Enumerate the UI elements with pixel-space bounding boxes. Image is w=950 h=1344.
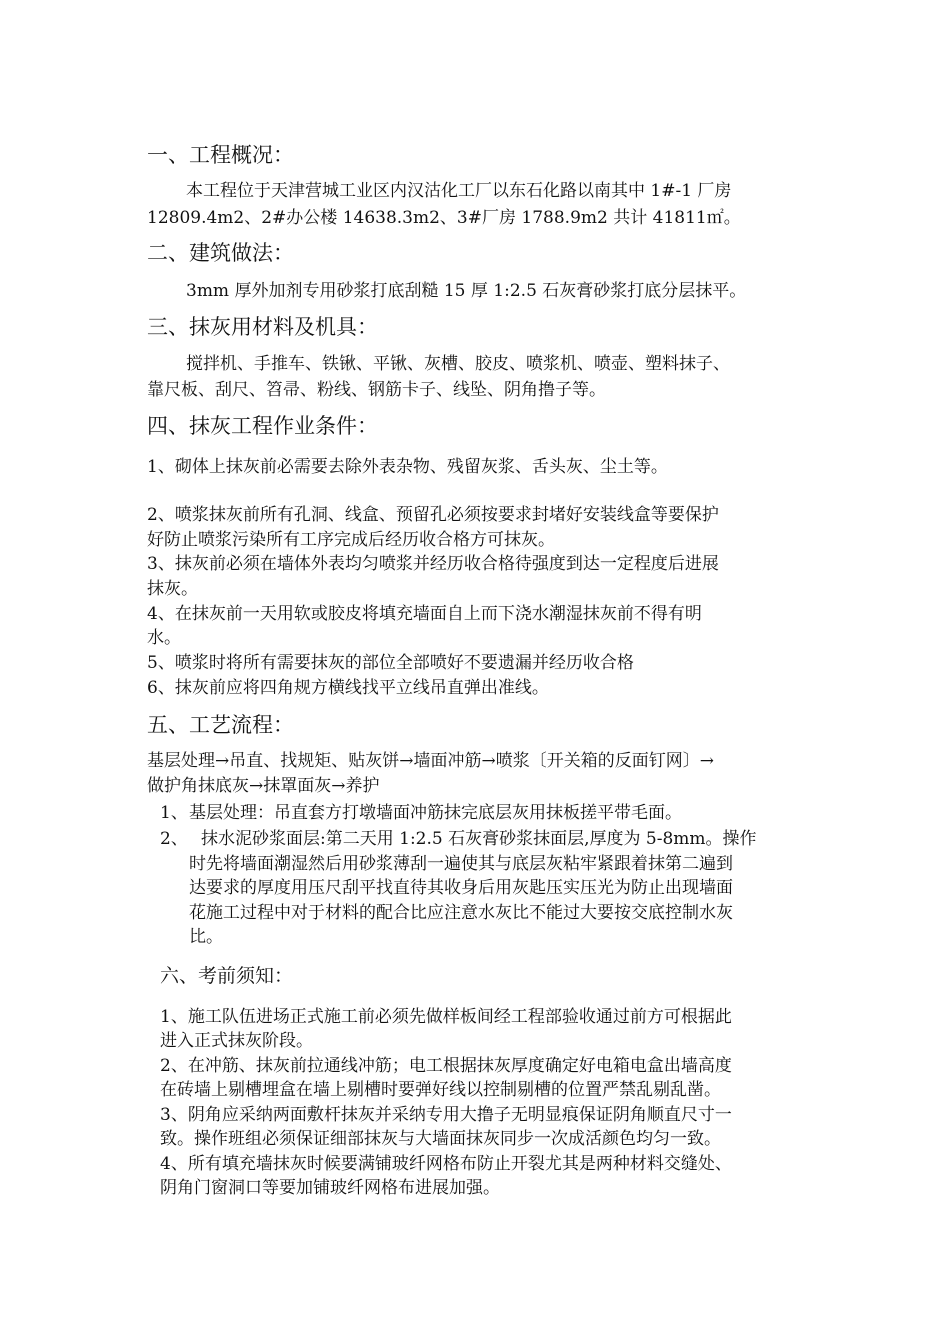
section4-line: 抹灰。 <box>147 579 198 599</box>
section1-line2: 12809.4m2、2#办公楼 14638.3m2、3#厂房 1788.9m2 共计 41811㎡。 <box>147 208 741 228</box>
section4-line: 3、抹灰前必须在墙体外表均匀喷浆并经历收合格待强度到达一定程度后进展 <box>147 554 719 574</box>
step2-line: 时先将墙面潮湿然后用砂浆薄刮一遍使其与底层灰粘牢紧跟着抹第二遍到 <box>189 854 733 874</box>
section6-line: 致。操作班组必须保证细部抹灰与大墙面抹灰同步一次成活颜色均匀一致。 <box>160 1129 721 1149</box>
section6-line: 2、在冲筋、抹灰前拉通线冲筋；电工根据抹灰厚度确定好电箱电盒出墙高度 <box>160 1056 732 1076</box>
section4-line: 好防止喷浆污染所有工序完成后经历收合格方可抹灰。 <box>147 530 555 550</box>
section6-line: 3、阴角应采纳两面敷杆抹灰并采纳专用大撸子无明显痕保证阴角顺直尺寸一 <box>160 1105 732 1125</box>
step1-text: 基层处理：吊直套方打墩墙面冲筋抹完底层灰用抹板搓平带毛面。 <box>189 803 682 823</box>
section6-line: 在砖墙上剔槽埋盒在墙上剔槽时要弹好线以控制剔槽的位置严禁乱剔乱凿。 <box>160 1080 721 1100</box>
step2-line: 花施工过程中对于材料的配合比应注意水灰比不能过大要按交底控制水灰 <box>189 903 733 923</box>
process-flow-line1: 基层处理→吊直、找规矩、贴灰饼→墙面冲筋→喷浆〔开关箱的反面钉网〕→ <box>147 751 714 771</box>
section1-heading: 一、工程概况： <box>147 143 294 167</box>
section3-heading: 三、抹灰用材料及机具： <box>147 315 378 339</box>
step2-number: 2、 <box>160 829 188 849</box>
section2-heading: 二、建筑做法： <box>147 241 294 265</box>
process-flow-line2: 做护角抹底灰→抹罩面灰→养护 <box>147 776 380 796</box>
section3-line2: 靠尺板、刮尺、笤帚、粉线、钢筋卡子、线坠、阴角撸子等。 <box>147 380 606 400</box>
section6-heading: 六、考前须知： <box>160 965 294 987</box>
step2-line: 抹水泥砂浆面层:第二天用 1:2.5 石灰膏砂浆抹面层,厚度为 5-8mm。操作 <box>201 829 757 849</box>
section2-line1: 3mm 厚外加剂专用砂浆打底刮糙 15 厚 1:2.5 石灰膏砂浆打底分层抹平。 <box>186 281 747 301</box>
section6-line: 进入正式抹灰阶段。 <box>160 1031 313 1051</box>
step2-line: 达要求的厚度用压尺刮平找直待其收身后用灰匙压实压光为防止出现墙面 <box>189 878 733 898</box>
section6-line: 阴角门窗洞口等要加铺玻纤网格布进展加强。 <box>160 1178 500 1198</box>
section4-heading: 四、抹灰工程作业条件： <box>147 414 378 438</box>
section4-line: 5、喷浆时将所有需要抹灰的部位全部喷好不要遗漏并经历收合格 <box>147 653 634 673</box>
section6-line: 4、所有填充墙抹灰时候要满铺玻纤网格布防止开裂尤其是两种材料交缝处、 <box>160 1154 732 1174</box>
section4-line: 4、在抹灰前一天用软或胶皮将填充墙面自上而下浇水潮湿抹灰前不得有明 <box>147 604 702 624</box>
section4-line: 2、喷浆抹灰前所有孔洞、线盒、预留孔必须按要求封堵好安装线盒等要保护 <box>147 505 719 525</box>
section4-line: 1、砌体上抹灰前必需要去除外表杂物、残留灰浆、舌头灰、尘土等。 <box>147 457 668 477</box>
section5-heading: 五、工艺流程： <box>147 713 294 737</box>
section4-line: 6、抹灰前应将四角规方横线找平立线吊直弹出准线。 <box>147 678 549 698</box>
section1-line1: 本工程位于天津营城工业区内汉沽化工厂以东石化路以南其中 1#-1 厂房 <box>186 181 732 201</box>
section6-line: 1、施工队伍进场正式施工前必须先做样板间经工程部验收通过前方可根据此 <box>160 1007 732 1027</box>
step2-line: 比。 <box>189 927 223 947</box>
section4-line: 水。 <box>147 628 181 648</box>
section3-line1: 搅拌机、手推车、铁锹、平锹、灰槽、胶皮、喷浆机、喷壶、塑料抹子、 <box>186 354 730 374</box>
step1-number: 1、 <box>160 803 188 823</box>
